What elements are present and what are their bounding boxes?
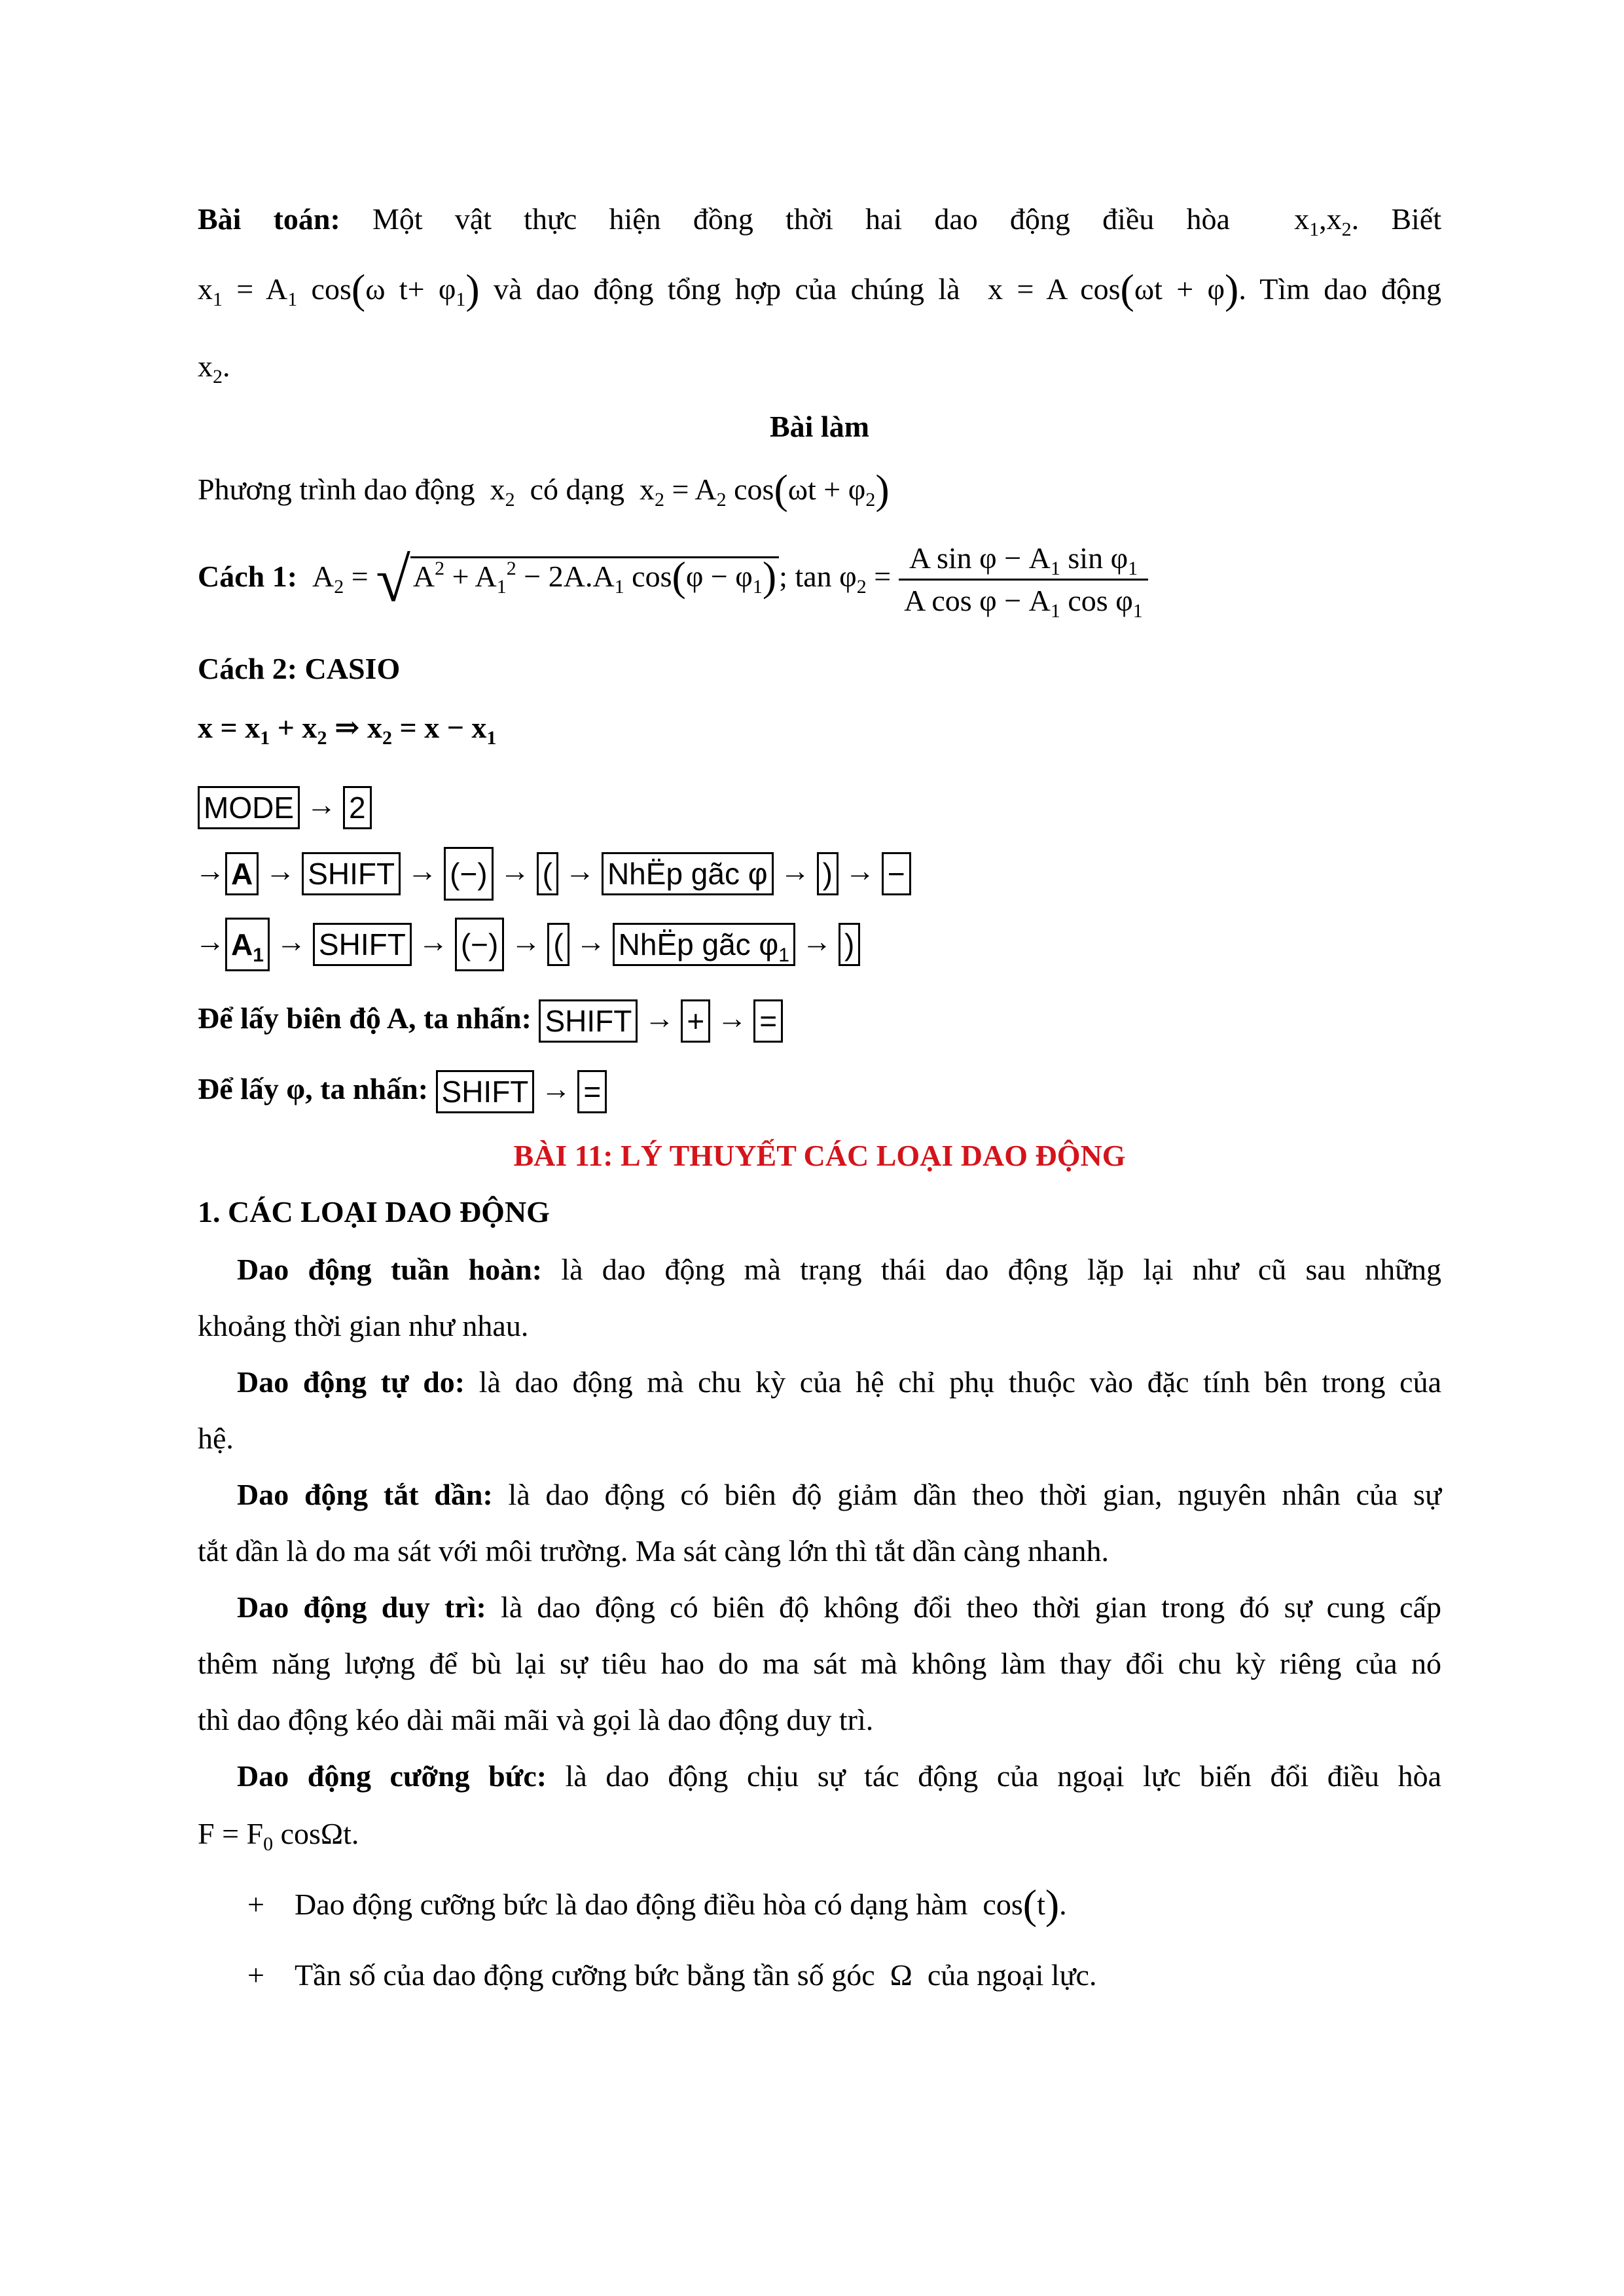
cach2-label: Cách 2: CASIO	[198, 652, 401, 685]
plus-key[interactable]: +	[681, 999, 710, 1043]
arrow-icon: →	[195, 853, 225, 888]
arrow-icon: →	[844, 853, 875, 888]
arrow-icon: →	[276, 924, 306, 958]
free-label: Dao động tự do:	[237, 1365, 465, 1399]
casio-line-2	[195, 847, 1439, 901]
close-paren-key[interactable]: )	[817, 852, 839, 895]
para-damped-1	[198, 1475, 1441, 1515]
forced-label: Dao động cưỡng bức:	[237, 1759, 547, 1793]
a-key[interactable]: A	[225, 852, 259, 895]
problem-biet: Biết	[1391, 202, 1441, 236]
para-forced-1	[198, 1757, 1441, 1796]
shift-key[interactable]: SHIFT	[302, 852, 401, 895]
math-cos-t: cos(t).	[975, 1881, 1067, 1928]
problem-text-2: và dao động tổng hợp của chúng là	[479, 272, 960, 306]
equals-key[interactable]: =	[753, 999, 783, 1043]
para-periodic-2: khoảng thời gian như nhau.	[198, 1309, 529, 1342]
problem-line-3	[198, 347, 1441, 386]
periodic-label: Dao động tuần hoàn:	[237, 1253, 543, 1286]
periodic-text: là dao động mà trạng thái dao động lặp lại như cũ sau những	[542, 1253, 1441, 1286]
negative-key[interactable]: (−)	[455, 918, 505, 971]
get-amplitude-line	[198, 999, 1441, 1043]
math-x1-equation: $x_1 = A_1$ cos(ω $t+ \varphi_1$)	[198, 266, 480, 312]
tan-label: tan	[795, 560, 832, 594]
get-amplitude-label: Để lấy biên độ A, ta nhấn:	[198, 1001, 532, 1035]
cach1-line	[198, 538, 1441, 621]
sustained-label: Dao động duy trì:	[237, 1590, 486, 1624]
math-omega: Ω	[882, 1958, 920, 1992]
negative-key[interactable]: (−)	[444, 847, 494, 901]
arrow-icon: →	[564, 853, 595, 888]
shift-key[interactable]: SHIFT	[539, 999, 638, 1043]
math-x2-form: $x_2 = A_2$ $\cos(\omega t + \varphi_2)$	[632, 466, 890, 512]
solution-title: Bài làm	[769, 410, 870, 443]
para-free-2: hệ.	[198, 1422, 234, 1455]
math-x-equation: x = A cos(ωt + φ)	[973, 266, 1239, 312]
arrow-icon: →	[780, 853, 810, 888]
arrow-icon: →	[265, 853, 296, 888]
solution-form-mid: có dạng	[530, 473, 624, 506]
arrow-icon: →	[644, 1001, 675, 1035]
arrow-icon: →	[717, 1001, 748, 1035]
para-sustained-1	[198, 1588, 1441, 1627]
solution-form-line	[198, 466, 1441, 512]
damped-text: là dao động có biên độ giảm dần theo thời gian, nguyên nhân của sự	[492, 1478, 1442, 1511]
bullet-2-text: Tần số của dao động cưỡng bức bằng tần số góc	[295, 1958, 875, 1992]
para-sustained-2: thêm năng lượng để bù lại sự tiêu hao do ma sát mà không làm thay đổi chu kỳ riêng của nó	[198, 1647, 1441, 1680]
para-damped-2: tắt dần là do ma sát với môi trường. Ma sát càng lớn thì tắt dần càng nhanh.	[198, 1534, 1109, 1568]
sustained-text: là dao động có biên độ không đổi theo thời gian trong đó sự cung cấp	[486, 1590, 1441, 1624]
input-angle1-key[interactable]: NhËp gãc $\varphi_1$	[613, 923, 795, 966]
arrow-icon: →	[541, 1072, 571, 1105]
lesson-title: BÀI 11: LÝ THUYẾT CÁC LOẠI DAO ĐỘNG	[513, 1139, 1126, 1172]
open-paren-key[interactable]: (	[537, 852, 558, 895]
open-paren-key[interactable]: (	[547, 923, 569, 966]
mode-key[interactable]: MODE	[198, 786, 300, 829]
arrow-icon: →	[499, 853, 530, 888]
problem-label: Bài toán:	[198, 202, 340, 236]
arrow-icon: →	[195, 924, 225, 958]
math-x-sum: $x = x_1 + x_2$ ⇒ $x_2 = x - x_1$	[198, 711, 497, 749]
arrow-icon: →	[418, 924, 448, 958]
arrow-icon: →	[575, 924, 606, 958]
para-periodic-1	[198, 1250, 1441, 1289]
arrow-icon: →	[407, 853, 438, 888]
problem-line-2	[198, 266, 1442, 312]
arrow-icon: →	[801, 924, 832, 958]
casio-line-1	[198, 785, 1441, 829]
mode-2-key[interactable]: 2	[343, 786, 372, 829]
para-sustained-3: thì dao động kéo dài mãi mãi và gọi là dao động duy trì.	[198, 1703, 874, 1736]
input-angle-key[interactable]: NhËp gãc φ	[602, 852, 774, 895]
get-phase-line	[198, 1069, 1441, 1113]
math-tan-formula: $\varphi_2$ = $\frac{A \sin \varphi - A_1 \sin \varphi_1}{A \cos \varphi - A_1 \cos \varphi_1}$	[839, 560, 1148, 593]
shift-key[interactable]: SHIFT	[313, 923, 412, 966]
solution-form-intro: Phương trình dao động	[198, 473, 475, 506]
damped-label: Dao động tắt dần:	[237, 1478, 493, 1511]
problem-text-3: . Tìm dao động	[1238, 272, 1442, 306]
shift-key[interactable]: SHIFT	[436, 1070, 535, 1113]
bullet-mark: +	[247, 1958, 264, 1992]
free-text: là dao động mà chu kỳ của hệ chỉ phụ thuộc vào đặc tính bên trong của	[465, 1365, 1441, 1399]
bullet-2-end: của ngoại lực.	[927, 1958, 1097, 1992]
a1-key-label: A	[231, 927, 253, 961]
math-x2-end: $x_2$.	[198, 350, 230, 387]
input-angle1-label: NhËp gãc φ	[618, 927, 779, 961]
cach1-label: Cách 1:	[198, 560, 298, 594]
section-heading-1: 1. CÁC LOẠI DAO ĐỘNG	[198, 1195, 550, 1229]
bullet-item-1	[247, 1881, 1067, 1928]
equals-key[interactable]: =	[577, 1070, 607, 1113]
casio-line-3	[195, 918, 1439, 971]
math-force-equation: $F = F_0$ cosΩt.	[198, 1817, 359, 1855]
arrow-icon: →	[511, 924, 541, 958]
arrow-icon: →	[306, 788, 336, 821]
problem-text-1: Một vật thực hiện đồng thời hai dao động điều hòa	[340, 202, 1230, 236]
minus-key[interactable]: −	[882, 852, 911, 895]
problem-line-1	[198, 200, 1441, 239]
para-free-1	[198, 1363, 1441, 1402]
a1-key[interactable]: $A_1$	[225, 918, 270, 971]
math-x2: $x_2$	[482, 473, 515, 511]
math-x1-x2: $x_1,x_2$.	[1262, 202, 1360, 240]
bullet-mark: +	[247, 1888, 264, 1921]
forced-text: là dao động chịu sự tác động của ngoại lực biến đổi điều hòa	[547, 1759, 1441, 1793]
close-paren-key[interactable]: )	[839, 923, 860, 966]
bullet-1-text: Dao động cưỡng bức là dao động điều hòa có dạng hàm	[295, 1888, 968, 1921]
get-phase-label: Để lấy φ, ta nhấn:	[198, 1072, 429, 1105]
math-a2-formula: $A_2 = √A^2 + A_1^2 - 2A.A_1$ $\cos(\varphi - \varphi_1)$;	[304, 545, 787, 615]
bullet-item-2	[247, 1956, 1096, 1995]
